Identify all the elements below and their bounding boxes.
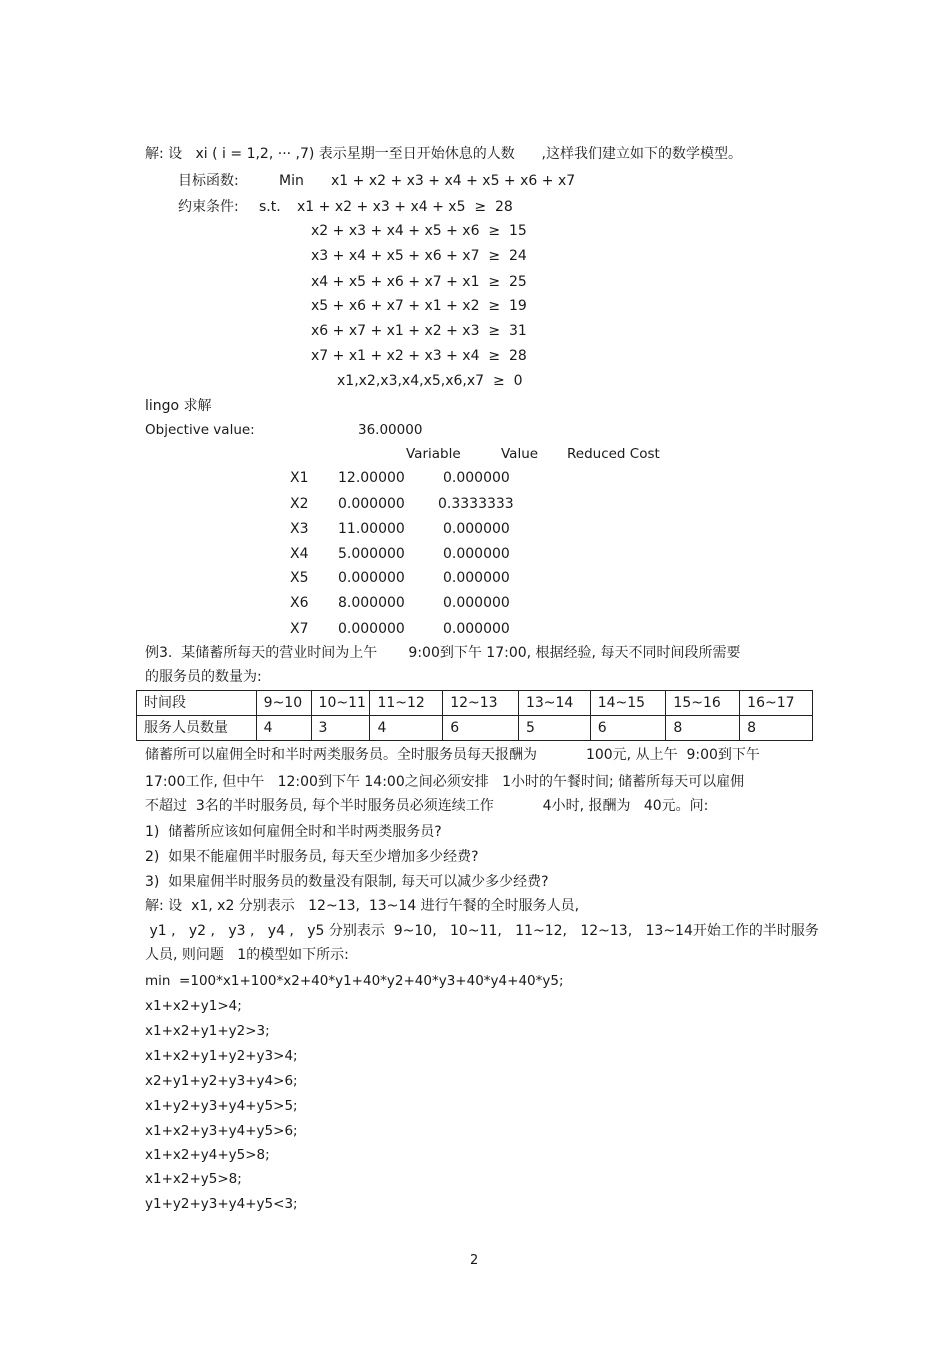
result-var: X3 (290, 521, 309, 537)
result-value: 0.000000 (338, 496, 405, 512)
code-line: x1+x2+y1+y2>3; (145, 1023, 270, 1039)
result-var: X6 (290, 595, 309, 611)
result-reduced-cost: 0.000000 (443, 521, 510, 537)
result-reduced-cost: 0.000000 (443, 570, 510, 586)
lingo-heading: lingo 求解 (145, 398, 212, 414)
table-cell: 8 (740, 716, 813, 741)
result-value: 8.000000 (338, 595, 405, 611)
constraint-7: x7 + x1 + x2 + x3 + x4 ≥ 28 (311, 348, 527, 364)
code-line: x1+x2+y3+y4+y5>6; (145, 1123, 298, 1139)
table-cell: 3 (311, 716, 370, 741)
constraint-5: x5 + x6 + x7 + x1 + x2 ≥ 19 (311, 298, 527, 314)
table-cell: 16~17 (740, 691, 813, 716)
table-cell: 8 (666, 716, 740, 741)
result-var: X4 (290, 546, 309, 562)
result-reduced-cost: 0.000000 (443, 621, 510, 637)
code-line: x1+x2+y4+y5>8; (145, 1147, 270, 1163)
result-value: 5.000000 (338, 546, 405, 562)
objective-min: Min (279, 173, 304, 189)
column-value: Value (501, 446, 539, 462)
table-header-row (137, 691, 813, 716)
constraint-label: 约束条件: (178, 199, 239, 215)
table-cell: 服务人员数量 (137, 716, 257, 741)
table-cell: 6 (443, 716, 519, 741)
result-reduced-cost: 0.3333333 (438, 496, 514, 512)
column-reduced-cost: Reduced Cost (567, 446, 660, 462)
table-cell: 14~15 (590, 691, 666, 716)
constraint-1: x1 + x2 + x3 + x4 + x5 ≥ 28 (297, 199, 513, 215)
result-var: X1 (290, 470, 309, 486)
question-3: 3) 如果雇佣半时服务员的数量没有限制, 每天可以减少多少经费? (145, 874, 549, 890)
table-row (137, 716, 813, 741)
result-value: 11.00000 (338, 521, 405, 537)
paragraph-line: 17:00工作, 但中午 12:00到下午 14:00之间必须安排 1小时的午餐时间; 储蓄所每天可以雇佣 (145, 774, 745, 790)
code-line: x2+y1+y2+y3+y4>6; (145, 1073, 298, 1089)
question-2: 2) 如果不能雇佣半时服务员, 每天至少增加多少经费? (145, 849, 479, 865)
code-line: x1+x2+y1+y2+y3>4; (145, 1048, 298, 1064)
table-cell: 9~10 (256, 691, 311, 716)
result-var: X2 (290, 496, 309, 512)
table-cell: 时间段 (137, 691, 257, 716)
result-value: 0.000000 (338, 621, 405, 637)
table-cell: 11~12 (370, 691, 443, 716)
code-line: y1+y2+y3+y4+y5<3; (145, 1196, 298, 1212)
table-cell: 5 (518, 716, 590, 741)
page-number: 2 (470, 1253, 479, 1268)
code-line: x1+x2+y1>4; (145, 998, 242, 1014)
subject-to: s.t. (259, 199, 281, 215)
model1-intro: 解: 设 xi ( i = 1,2, ··· ,7) 表示星期一至日开始休息的人数 ,这样我们建立如下的数学模型。 (145, 146, 742, 162)
code-line: x1+y2+y3+y4+y5>5; (145, 1098, 298, 1114)
example3-statement-line1: 例3. 某储蓄所每天的营业时间为上午 9:00到下午 17:00, 根据经验, 每天不同时间段所需要 (145, 645, 741, 661)
table-cell: 15~16 (666, 691, 740, 716)
staff-requirement-table (136, 690, 813, 741)
solution-line: 人员, 则问题 1的模型如下所示: (145, 947, 349, 963)
result-value: 0.000000 (338, 570, 405, 586)
solution-line: 解: 设 x1, x2 分别表示 12~13, 13~14 进行午餐的全时服务人员, (145, 898, 580, 914)
result-reduced-cost: 0.000000 (443, 470, 510, 486)
question-1: 1) 储蓄所应该如何雇佣全时和半时两类服务员? (145, 824, 442, 840)
paragraph-line: 不超过 3名的半时服务员, 每个半时服务员必须连续工作 4小时, 报酬为 40元。问: (145, 798, 709, 814)
result-var: X7 (290, 621, 309, 637)
constraint-6: x6 + x7 + x1 + x2 + x3 ≥ 31 (311, 323, 527, 339)
table-cell: 4 (370, 716, 443, 741)
table-cell: 4 (256, 716, 311, 741)
constraint-3: x3 + x4 + x5 + x6 + x7 ≥ 24 (311, 248, 527, 264)
constraint-2: x2 + x3 + x4 + x5 + x6 ≥ 15 (311, 223, 527, 239)
objective-label: 目标函数: (178, 173, 239, 189)
table-cell: 13~14 (518, 691, 590, 716)
result-value: 12.00000 (338, 470, 405, 486)
table-cell: 12~13 (443, 691, 519, 716)
code-line: min =100*x1+100*x2+40*y1+40*y2+40*y3+40*y4+40*y5; (145, 973, 564, 989)
objective-expression: x1 + x2 + x3 + x4 + x5 + x6 + x7 (331, 173, 576, 189)
result-reduced-cost: 0.000000 (443, 595, 510, 611)
objective-value: 36.00000 (358, 422, 423, 438)
result-reduced-cost: 0.000000 (443, 546, 510, 562)
table-cell: 6 (590, 716, 666, 741)
column-variable: Variable (406, 446, 461, 462)
paragraph-line: 储蓄所可以雇佣全时和半时两类服务员。全时服务员每天报酬为 100元, 从上午 9:00到下午 (145, 747, 760, 763)
table-cell: 10~11 (311, 691, 370, 716)
constraint-4: x4 + x5 + x6 + x7 + x1 ≥ 25 (311, 274, 527, 290)
result-var: X5 (290, 570, 309, 586)
nonnegativity-constraint: x1,x2,x3,x4,x5,x6,x7 ≥ 0 (337, 373, 523, 389)
solution-line: y1 , y2 , y3 , y4 , y5 分别表示 9~10, 10~11, 11~12, 12~13, 13~14开始工作的半时服务 (145, 923, 819, 939)
objective-value-label: Objective value: (145, 422, 255, 438)
code-line: x1+x2+y5>8; (145, 1171, 242, 1187)
example3-statement-line2: 的服务员的数量为: (145, 669, 262, 685)
